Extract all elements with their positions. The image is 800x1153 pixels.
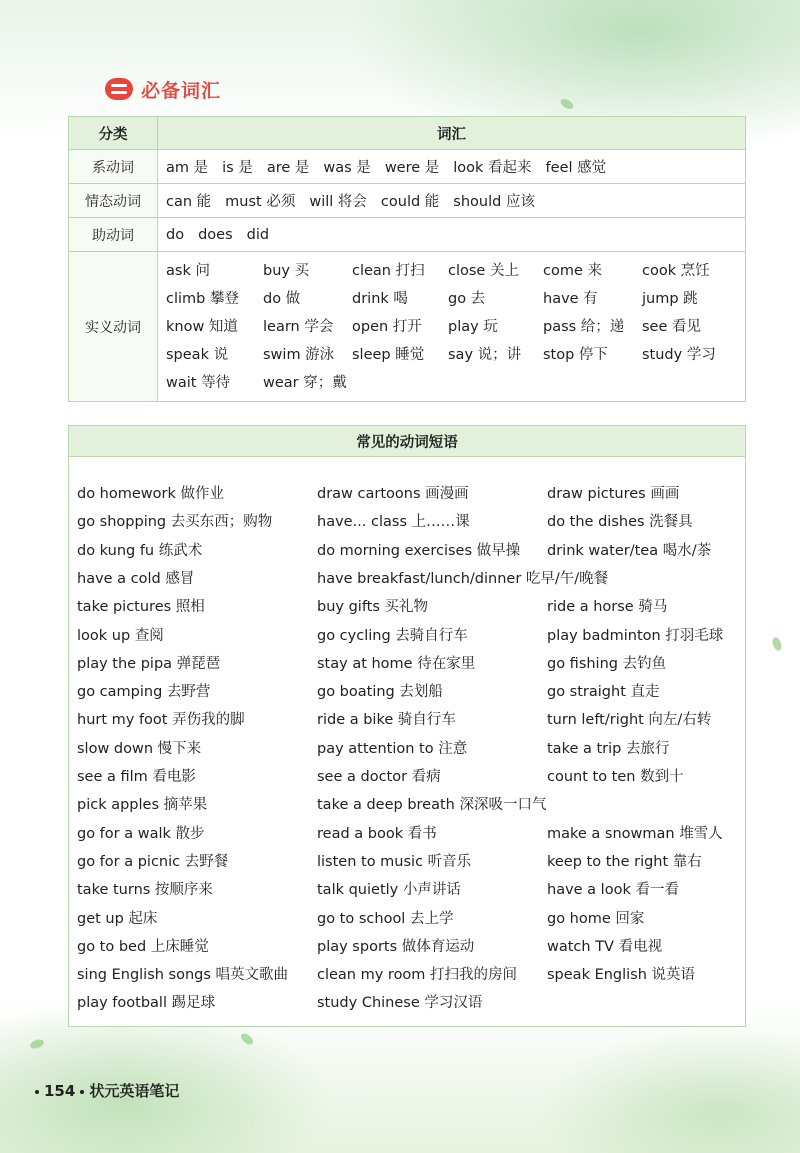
word: wait 等待 — [166, 374, 231, 391]
page-number: 154 — [44, 1082, 76, 1100]
table-row — [69, 150, 746, 184]
phrase: turn left/right 向左/右转 — [547, 712, 712, 729]
word: did — [246, 226, 270, 243]
phrase: go shopping 去买东西；购物 — [77, 514, 273, 531]
word: have 有 — [543, 290, 598, 307]
phrase: play the pipa 弹琵琶 — [77, 655, 221, 672]
phrase: have a cold 感冒 — [77, 570, 195, 587]
word: feel 感觉 — [545, 160, 607, 176]
phrase: keep to the right 靠右 — [547, 853, 702, 870]
section-header — [105, 74, 221, 104]
category-cell: 助动词 — [69, 218, 158, 252]
word: does — [198, 226, 233, 243]
word: drink 喝 — [352, 290, 408, 307]
word: do — [166, 226, 185, 243]
phrase: watch TV 看电视 — [547, 938, 663, 955]
table-header-row — [69, 117, 746, 150]
words-cell — [158, 252, 746, 402]
word: were 是 — [384, 160, 440, 176]
phrase: take turns 按顺序来 — [77, 882, 213, 899]
word: will 将会 — [309, 194, 367, 210]
phrase: take a trip 去旅行 — [547, 740, 670, 757]
word: sleep 睡觉 — [352, 346, 425, 363]
phrase: drink water/tea 喝水/茶 — [547, 542, 712, 559]
phrase: play badminton 打羽毛球 — [547, 627, 724, 644]
phrase: read a book 看书 — [317, 825, 437, 842]
word: play 玩 — [448, 318, 498, 335]
words-cell — [158, 218, 746, 252]
header-words: 词汇 — [158, 117, 746, 150]
phrase: take pictures 照相 — [77, 599, 205, 616]
phrase: play football 踢足球 — [77, 995, 216, 1012]
category-cell: 情态动词 — [69, 184, 158, 218]
table-row — [69, 252, 746, 402]
word: is 是 — [222, 160, 253, 176]
phrases-box — [68, 425, 746, 1027]
word: climb 攀登 — [166, 290, 239, 307]
phrase: go fishing 去钓鱼 — [547, 655, 667, 672]
section-title: 必备词汇 — [141, 79, 222, 102]
word: can 能 — [166, 194, 212, 210]
word: close 关上 — [448, 262, 519, 279]
phrase: ride a bike 骑自行车 — [317, 712, 456, 729]
word: buy 买 — [263, 262, 310, 279]
word: do 做 — [263, 290, 301, 307]
phrase: pick apples 摘苹果 — [77, 797, 208, 814]
phrase: go straight 直走 — [547, 684, 660, 701]
phrase: make a snowman 堆雪人 — [547, 825, 723, 842]
word: look 看起来 — [453, 160, 532, 176]
phrases-title: 常见的动词短语 — [69, 426, 745, 457]
category-cell: 系动词 — [69, 150, 158, 184]
phrase: study Chinese 学习汉语 — [317, 995, 483, 1012]
phrase: do morning exercises 做早操 — [317, 542, 521, 559]
phrase: go to bed 上床睡觉 — [77, 938, 209, 955]
category-cell: 实义动词 — [69, 252, 158, 402]
phrase: have breakfast/lunch/dinner 吃早/午/晚餐 — [317, 570, 609, 587]
vocabulary-table — [68, 116, 746, 402]
phrase: talk quietly 小声讲话 — [317, 882, 461, 899]
phrase: draw pictures 画画 — [547, 486, 680, 502]
leaf-decoration — [771, 636, 783, 652]
word: learn 学会 — [263, 318, 334, 335]
word: could 能 — [380, 194, 440, 210]
word: swim 游泳 — [263, 346, 335, 363]
leaf-decoration — [29, 1038, 45, 1050]
word: am 是 — [166, 160, 209, 176]
word: go 去 — [448, 290, 486, 307]
word: pass 给；递 — [543, 318, 625, 335]
phrase: go for a walk 散步 — [77, 825, 205, 842]
word: come 来 — [543, 262, 602, 279]
word: should 应该 — [453, 194, 535, 210]
phrase: take a deep breath 深深吸一口气 — [317, 797, 547, 814]
word: clean 打扫 — [352, 262, 425, 279]
word: ask 问 — [166, 262, 210, 279]
page-footer — [30, 1080, 179, 1101]
word: say 说；讲 — [448, 346, 522, 363]
phrase: go for a picnic 去野餐 — [77, 853, 229, 870]
bullet-dot — [35, 1090, 39, 1094]
word: must 必须 — [225, 194, 296, 210]
phrase: slow down 慢下来 — [77, 740, 202, 757]
word: was 是 — [323, 160, 371, 176]
word: see 看见 — [642, 318, 702, 335]
phrase: have... class 上……课 — [317, 514, 470, 531]
phrase: have a look 看一看 — [547, 882, 679, 899]
phrase: go to school 去上学 — [317, 910, 454, 927]
phrase: stay at home 待在家里 — [317, 655, 476, 672]
word: stop 停下 — [543, 346, 608, 363]
word: cook 烹饪 — [642, 262, 710, 279]
phrase: look up 查阅 — [77, 627, 164, 644]
table-row — [69, 184, 746, 218]
phrase: go cycling 去骑自行车 — [317, 627, 468, 644]
phrase: count to ten 数到十 — [547, 769, 684, 785]
leaf-decoration — [239, 1031, 255, 1046]
phrase: get up 起床 — [77, 910, 158, 927]
phrase: buy gifts 买礼物 — [317, 599, 429, 616]
phrase: go boating 去划船 — [317, 684, 443, 701]
word: open 打开 — [352, 318, 422, 335]
red-badge-icon — [105, 78, 133, 100]
phrase: sing English songs 唱英文歌曲 — [77, 967, 289, 984]
verb-grid — [166, 257, 744, 397]
phrase: ride a horse 骑马 — [547, 599, 668, 616]
words-cell — [158, 150, 746, 184]
phrase: play sports 做体育运动 — [317, 938, 475, 955]
word: are 是 — [266, 160, 310, 176]
word: know 知道 — [166, 318, 238, 335]
phrase: pay attention to 注意 — [317, 740, 468, 757]
words-cell — [158, 184, 746, 218]
phrase: do homework 做作业 — [77, 486, 224, 502]
bullet-dot — [80, 1090, 84, 1094]
phrase: clean my room 打扫我的房间 — [317, 967, 518, 984]
phrase: hurt my foot 弄伤我的脚 — [77, 712, 245, 729]
leaf-decoration — [559, 97, 575, 111]
phrase: see a film 看电影 — [77, 769, 196, 785]
table-row — [69, 218, 746, 252]
phrase: do kung fu 练武术 — [77, 542, 203, 559]
phrase: draw cartoons 画漫画 — [317, 486, 469, 502]
header-category: 分类 — [69, 117, 158, 150]
phrase: do the dishes 洗餐具 — [547, 514, 693, 531]
word: jump 跳 — [642, 290, 698, 307]
word: study 学习 — [642, 346, 716, 363]
book-title: 状元英语笔记 — [89, 1082, 180, 1100]
phrase: speak English 说英语 — [547, 967, 696, 984]
phrase: go camping 去野营 — [77, 684, 211, 701]
phrase: go home 回家 — [547, 910, 645, 927]
phrase: see a doctor 看病 — [317, 769, 441, 785]
word: speak 说 — [166, 346, 229, 363]
word: wear 穿；戴 — [263, 374, 347, 391]
phrase: listen to music 听音乐 — [317, 853, 472, 870]
